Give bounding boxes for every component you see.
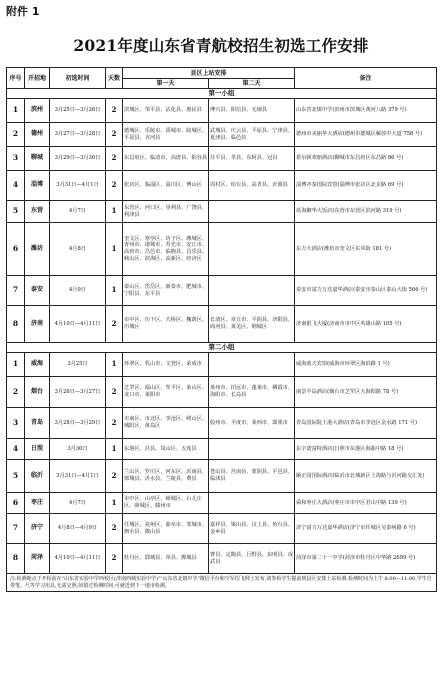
cell-time: 3月29日—3月30日 — [50, 147, 106, 171]
cell-city: 泰安 — [25, 276, 50, 306]
cell-days: 1 — [106, 493, 123, 514]
cell-no: 2 — [7, 377, 25, 408]
table-row — [7, 460, 437, 493]
cell-city: 聊城 — [25, 147, 50, 171]
table-row — [7, 377, 437, 408]
table-row — [7, 353, 437, 377]
cell-no: 3 — [7, 147, 25, 171]
cell-days: 2 — [106, 514, 123, 544]
cell-day2: 博兴县、阳信县、无棣县 — [209, 99, 295, 123]
cell-no: 8 — [7, 306, 25, 343]
cell-day1: 芝罘区、福山区、牟平区、莱山区、龙口市、莱阳市 — [123, 377, 209, 408]
cell-day1: 德城区、乐陵市、禹城市、陵城区、平原县、齐河县 — [123, 123, 209, 147]
table-row — [7, 408, 437, 439]
cell-day1: 东营区、河口区、垦利县、广饶县、利津县 — [123, 201, 209, 223]
cell-no: 1 — [7, 99, 25, 123]
col-city: 开招地 — [25, 68, 50, 89]
cell-city: 东营 — [25, 201, 50, 223]
cell-days: 2 — [106, 306, 123, 343]
cell-no: 4 — [7, 439, 25, 460]
group-row — [7, 343, 437, 353]
cell-city: 青岛 — [25, 408, 50, 439]
cell-remark: 泰安市富力万达嘉华酒店(泰安市泰山区泰山大街 566 号) — [295, 276, 437, 306]
cell-days: 1 — [106, 201, 123, 223]
cell-time: 3月26日—3月27日 — [50, 377, 106, 408]
group-row — [7, 89, 437, 99]
cell-days: 2 — [106, 99, 123, 123]
cell-time: 3月31日—4月1日 — [50, 171, 106, 201]
cell-city: 菏泽 — [25, 544, 50, 574]
cell-time: 4月9日 — [50, 276, 106, 306]
col-day2: 第二天 — [209, 79, 295, 89]
col-seq: 序号 — [7, 68, 25, 89]
cell-city: 日照 — [25, 439, 50, 460]
cell-time: 3月27日—3月28日 — [50, 123, 106, 147]
note-row — [7, 574, 437, 592]
cell-time: 4月10日—4月11日 — [50, 306, 106, 343]
cell-no: 5 — [7, 460, 25, 493]
document-title: 2021年度山东省青航校招生初选工作安排 — [73, 36, 369, 55]
cell-no: 7 — [7, 276, 25, 306]
table-row — [7, 439, 437, 460]
cell-day1: 牡丹区、郓城县、单县、鄄城县 — [123, 544, 209, 574]
cell-day1: 任城区、兖州区、曲阜市、邹城市、泗水县、微山县 — [123, 514, 209, 544]
table-row — [7, 171, 437, 201]
cell-day2: 周村区、桓台县、高青县、沂源县 — [209, 171, 295, 201]
cell-remark: 威海蓝天宾馆(威海市环翠区海滨路 1 号) — [295, 353, 437, 377]
cell-day2: 莱州市、招远市、蓬莱市、栖霞市、海阳市、长岛县 — [209, 377, 295, 408]
table-row — [7, 544, 437, 574]
cell-city: 济宁 — [25, 514, 50, 544]
table-row — [7, 223, 437, 276]
cell-day2 — [209, 439, 295, 460]
cell-day2 — [209, 493, 295, 514]
cell-city: 德州 — [25, 123, 50, 147]
cell-day1: 滨城区、邹平县、沾化县、惠民县 — [123, 99, 209, 123]
cell-time: 3月25日 — [50, 353, 106, 377]
table-row — [7, 306, 437, 343]
cell-days: 2 — [106, 544, 123, 574]
cell-no: 6 — [7, 223, 25, 276]
col-days: 天数 — [106, 68, 123, 89]
cell-days: 2 — [106, 408, 123, 439]
cell-city: 烟台 — [25, 377, 50, 408]
cell-day1: 兰山区、罗庄区、河东区、沂南县、郯城县、沂水县、兰陵县、费县 — [123, 460, 209, 493]
attachment-label: 附件 1 — [6, 5, 40, 18]
cell-no: 3 — [7, 408, 25, 439]
cell-days: 2 — [106, 147, 123, 171]
table-row — [7, 276, 437, 306]
cell-days: 1 — [106, 276, 123, 306]
cell-city: 潍坊 — [25, 223, 50, 276]
table-row — [7, 514, 437, 544]
cell-remark: 蓝海御华大饭店(东营市东营区滨河路 319 号) — [295, 201, 437, 223]
header-row — [7, 68, 437, 79]
cell-time: 3月30日 — [50, 439, 106, 460]
cell-remark: 希尔顿欢朋酒店(聊城市东昌府区东昌路 86 号) — [295, 147, 437, 171]
group-label: 第二小组 — [7, 343, 437, 353]
cell-remark: 德州市美丽华大酒店(德州市德城区解放中大道 758 号) — [295, 123, 437, 147]
cell-city: 济南 — [25, 306, 50, 343]
cell-day1: 张店区、临淄区、淄川区、博山区 — [123, 171, 209, 201]
cell-day2: 曹县、定陶县、巨野县、东明县、成武县 — [209, 544, 295, 574]
cell-city: 枣庄 — [25, 493, 50, 514]
col-remark: 备注 — [295, 68, 437, 89]
cell-day2: 茌平县、莘县、东阿县、冠县 — [209, 147, 295, 171]
cell-city: 淄博 — [25, 171, 50, 201]
cell-day1: 环翠区、乳山市、文登区、荣成市 — [123, 353, 209, 377]
footnote: 注:检测地点于开检前在"山东省实验中学西校区(济南西城实验中学)""山东省北镇中学"微信平台和空军招飞网上发布,请参检学生提前到县区安排上站检测,检测时间为上午 8:00—11:00,学生自带笔、尺等学习用具,无需交照;如错过检测时间,可就近到下一地市检测。 — [7, 574, 437, 592]
cell-day2 — [209, 276, 295, 306]
col-day1: 第一天 — [123, 79, 209, 89]
cell-remark: 东方大酒店(潍坊市奎文区东风街 181 号) — [295, 223, 437, 276]
cell-city: 临沂 — [25, 460, 50, 493]
cell-day2 — [209, 223, 295, 276]
cell-day2: 嘉祥县、梁山县、汶上县、鱼台县、金乡县 — [209, 514, 295, 544]
cell-no: 8 — [7, 544, 25, 574]
table-row — [7, 201, 437, 223]
cell-day2 — [209, 201, 295, 223]
cell-time: 4月8日 — [50, 223, 106, 276]
cell-no: 6 — [7, 493, 25, 514]
cell-day2: 长清区、章丘市、平阴县、济阳县、商河县、莱芜区、钢城区 — [209, 306, 295, 343]
cell-remark: 山东省北镇中学(滨州市滨城区黄河八路 379 号) — [295, 99, 437, 123]
cell-day1: 泰山区、岱岳区、新泰市、肥城市、宁阳县、东平县 — [123, 276, 209, 306]
cell-day1: 市南区、市北区、李沧区、崂山区、城阳区、黄岛区 — [123, 408, 209, 439]
col-time: 初选时间 — [50, 68, 106, 89]
cell-time: 3月31日—4月1日 — [50, 460, 106, 493]
cell-days: 1 — [106, 353, 123, 377]
cell-remark: 济南银飞大厦(济南市市中区英雄山路 105 号) — [295, 306, 437, 343]
table-row — [7, 493, 437, 514]
cell-days: 2 — [106, 123, 123, 147]
cell-time: 4月7日 — [50, 493, 106, 514]
cell-no: 2 — [7, 123, 25, 147]
cell-remark: 济宁富力万达嘉华酒店(济宁市任城区吴泰闸路 6 号) — [295, 514, 437, 544]
cell-no: 5 — [7, 201, 25, 223]
cell-day1: 奎文区、寒亭区、坊子区、潍城区、青州市、诸城市、寿光市、安丘市、高密市、昌邑市、临朐县、昌乐县、峡山区、滨海区、高新区、经济区 — [123, 223, 209, 276]
cell-remark: 菏泽市第二十一中学(菏泽市牡丹区中华路 2699 号) — [295, 544, 437, 574]
cell-days: 1 — [106, 223, 123, 276]
table-row — [7, 123, 437, 147]
cell-day1: 东港区、莒县、岚山区、五莲县 — [123, 439, 209, 460]
cell-day2: 苍山县、莒南县、蒙阴县、平邑县、临沭县 — [209, 460, 295, 493]
cell-time: 4月10日—4月11日 — [50, 544, 106, 574]
cell-remark: 颐正园国际酒店(临沂市北城新区上海路与沂河路交汇处) — [295, 460, 437, 493]
cell-no: 4 — [7, 171, 25, 201]
cell-time: 4月8日—4月9日 — [50, 514, 106, 544]
cell-city: 滨州 — [25, 99, 50, 123]
table-row — [7, 147, 437, 171]
cell-time: 4月7日 — [50, 201, 106, 223]
group-label: 第一小组 — [7, 89, 437, 99]
cell-day1: 东昌府区、临清市、高唐县、阳谷县 — [123, 147, 209, 171]
cell-no: 7 — [7, 514, 25, 544]
schedule-table — [6, 67, 437, 592]
cell-remark: 青岛国际院士港大酒店(青岛市李沧区金水路 171 号) — [295, 408, 437, 439]
cell-time: 3月25日—3月26日 — [50, 99, 106, 123]
cell-day2 — [209, 353, 295, 377]
cell-city: 威海 — [25, 353, 50, 377]
cell-remark: 丽景半岛酒店(烟台市芝罘区大海阳路 78 号) — [295, 377, 437, 408]
cell-days: 2 — [106, 460, 123, 493]
col-district: 县区上站安排 — [123, 68, 295, 79]
cell-days: 2 — [106, 377, 123, 408]
cell-days: 2 — [106, 171, 123, 201]
cell-remark: 淄博齐泰国际宾馆(淄博市张店区北京路 69 号) — [295, 171, 437, 201]
cell-day1: 市中区、历下区、天桥区、槐荫区、历城区 — [123, 306, 209, 343]
cell-day1: 市中区、山亭区、峄城区、台儿庄区、薛城区、滕州市 — [123, 493, 209, 514]
cell-day2: 武城县、庆云县、平原县、宁津县、夏津县、临邑县 — [209, 123, 295, 147]
cell-remark: 舜和枣庄大酒店(枣庄市市中区君山中路 139 号) — [295, 493, 437, 514]
cell-days: 1 — [106, 439, 123, 460]
cell-day2: 胶州市、平度市、莱西市、即墨市 — [209, 408, 295, 439]
cell-remark: 东宇诺富特酒店(日照市东港区海曲中路 18 号) — [295, 439, 437, 460]
cell-no: 1 — [7, 353, 25, 377]
cell-time: 3月28日—3月29日 — [50, 408, 106, 439]
table-row — [7, 99, 437, 123]
